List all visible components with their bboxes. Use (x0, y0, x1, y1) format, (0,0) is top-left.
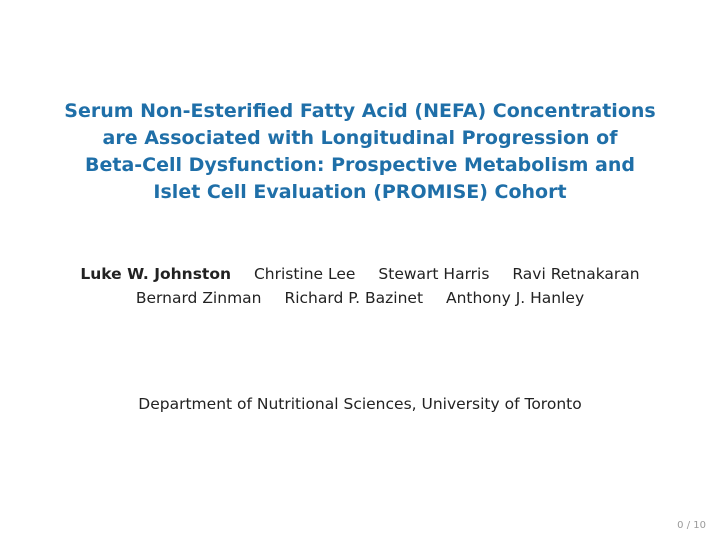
title-line-3: Beta-Cell Dysfunction: Prospective Metabolism and (85, 154, 635, 176)
slide-title (40, 98, 680, 206)
title-line-1: Serum Non-Esterified Fatty Acid (NEFA) Concentrations (64, 100, 656, 122)
author: Stewart Harris (378, 265, 490, 283)
author: Bernard Zinman (135, 289, 262, 307)
title-line-2: are Associated with Longitudinal Progression of (102, 127, 618, 149)
author-list (20, 262, 700, 310)
page-number: 0 / 10 (677, 520, 706, 531)
title-line-4: Islet Cell Evaluation (PROMISE) Cohort (153, 181, 567, 203)
affiliation: Department of Nutritional Sciences, University of Toronto (138, 395, 582, 413)
author: Christine Lee (253, 265, 356, 283)
author: Richard P. Bazinet (284, 289, 424, 307)
author-presenter: Luke W. Johnston (80, 265, 232, 283)
author-row-1 (20, 262, 700, 286)
author: Anthony J. Hanley (445, 289, 585, 307)
author: Ravi Retnakaran (512, 265, 640, 283)
author-row-2 (20, 286, 700, 310)
